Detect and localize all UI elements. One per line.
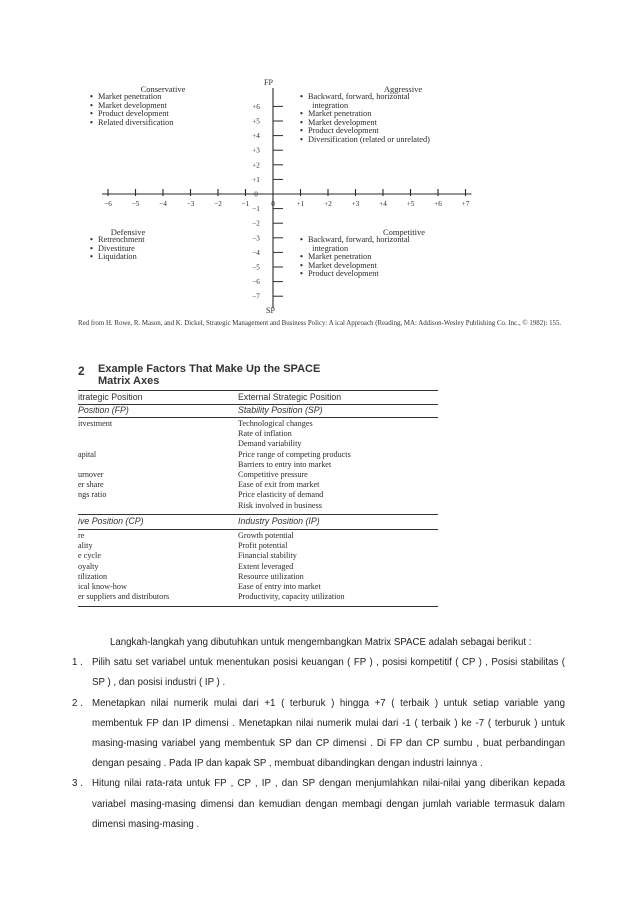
- conservative-list: [90, 93, 173, 127]
- x-tick-label: +4: [379, 200, 387, 208]
- step-text: Pilih satu set variabel untuk menentukan posisi keuangan ( FP ) , posisi kompetitif ( CP ) , Posisi stabilitas ( SP ) , dan posisi industri ( IP ) .: [92, 657, 565, 689]
- table-title: [98, 364, 418, 387]
- table-row: Growth potential: [238, 531, 294, 540]
- y-tick-label: −5: [252, 263, 260, 272]
- table-row: ical know-how: [78, 582, 127, 592]
- list-item: • Related diversification: [90, 117, 174, 127]
- x-tick-label: +5: [406, 200, 415, 208]
- y-tick-label: −1: [252, 205, 260, 214]
- table-row: urnover: [78, 470, 104, 480]
- x-tick-label: +2: [324, 200, 332, 208]
- table-row: apital: [78, 449, 97, 459]
- cp-header: ive Position (CP): [78, 516, 144, 526]
- list-item: [72, 653, 565, 693]
- y-tick-label: −4: [252, 248, 260, 257]
- list-item: • Product development: [90, 109, 169, 119]
- step-number: 2 .: [72, 697, 83, 709]
- list-item: • Market penetration: [90, 92, 162, 101]
- ip-header: Industry Position (IP): [238, 516, 320, 526]
- table-row: Resource utilization: [238, 571, 304, 581]
- y-tick-label: +2: [252, 161, 260, 170]
- x-tick-label: −5: [131, 200, 140, 208]
- figure-source-note: Red from H. Rowe, R. Mason, and K. Dickel, Strategic Management and Business Policy: A ical Approach (Reading, MA: Addison-Wesley Publishing Co. Inc., © 1982): 155.: [78, 320, 562, 327]
- list-item: • Market development: [90, 100, 167, 110]
- list-item: • Backward, forward, horizontal: [300, 235, 410, 244]
- table-row: Risk involved in business: [238, 500, 322, 510]
- table-number: 2: [78, 364, 85, 378]
- table-row: re: [78, 531, 85, 540]
- intro-paragraph: Langkah-langkah yang dibutuhkan untuk mengembangkan Matrix SPACE adalah sebagai berikut :: [110, 637, 532, 648]
- x-tick-label: +3: [351, 200, 360, 208]
- cp-rows: [78, 531, 169, 602]
- y-tick-label: −3: [252, 234, 260, 243]
- table-row: Rate of inflation: [238, 429, 292, 439]
- table-rule: [78, 417, 438, 418]
- table-row: itvestment: [78, 419, 113, 428]
- aggressive-list: [300, 93, 430, 145]
- list-item: [72, 694, 565, 775]
- table-row: Ease of exit from market: [238, 480, 320, 490]
- sp-header: Stability Position (SP): [238, 405, 323, 415]
- table-title-line: Example Factors That Make Up the SPACE: [98, 363, 321, 375]
- table-title-line: Matrix Axes: [98, 374, 160, 387]
- table-row: ngs ratio: [78, 490, 107, 500]
- table-row: Productivity, capacity utilization: [238, 592, 345, 602]
- table-rule: [78, 529, 438, 530]
- competitive-list: [300, 236, 410, 279]
- list-item: • Retrenchment: [90, 235, 145, 244]
- col-left-header: itrategic Position: [78, 392, 143, 402]
- body-text: [72, 633, 565, 835]
- list-item: • Diversification (related or unrelated): [300, 134, 430, 144]
- table-rule: [78, 390, 438, 391]
- space-factors-table: [78, 364, 438, 612]
- y-tick-label: +1: [252, 175, 260, 184]
- x-tick-label: −2: [214, 200, 222, 208]
- step-text: Menetapkan nilai numerik mulai dari +1 ( terburuk ) hingga +7 ( terbaik ) untuk setiap variable yang membentuk FP dan IP dimensi . Menetapkan nilai numerik mulai dari -1 ( terbaik ) ke -7 ( terburuk ) untuk masing-masing variabel yang membentuk SP dan CP dimensi . Di FP dan CP sumbu , buat perbandingan dengan pesaing . Pada IP dan kapak SP , membuat dibandingkan dengan industri lainnya .: [92, 697, 565, 770]
- step-number: 1 .: [72, 657, 83, 669]
- list-item: • Market penetration: [300, 252, 372, 262]
- y-tick-label: +3: [252, 146, 260, 155]
- y-tick-label: +5: [252, 117, 260, 126]
- steps-list: [72, 653, 565, 835]
- fp-axis-label: FP: [264, 78, 273, 87]
- table-row: Price elasticity of demand: [238, 490, 324, 500]
- col-right-header: External Strategic Position: [238, 392, 342, 402]
- y-tick-label: −7: [252, 292, 260, 301]
- y-tick-label: +6: [252, 102, 260, 111]
- table-row: Price range of competing products: [238, 449, 351, 459]
- defensive-title: Defensive: [110, 227, 146, 237]
- table-row: ality: [78, 541, 93, 551]
- sp-axis-label: SP: [266, 306, 275, 315]
- table-row: oyalty: [78, 561, 99, 571]
- step-text: Hitung nilai rata-rata untuk FP , CP , IP , dan SP dengan menjumlahkan nilai-nilai yang diberikan kepada variabel masing-masing dimensi dan kemudian dengan membagi dengan jumlah variable termasuk dalam dimensi masing-masing .: [92, 778, 565, 830]
- competitive-title: Competitive: [382, 227, 426, 237]
- defensive-list: [90, 236, 145, 262]
- list-item: integration: [312, 100, 349, 110]
- list-item: • Market development: [300, 117, 377, 127]
- list-item: • Market development: [300, 260, 377, 270]
- table-row: er share: [78, 480, 104, 490]
- y-tick-label: −2: [252, 219, 260, 228]
- list-item: • Market penetration: [300, 109, 372, 119]
- list-item: • Divestiture: [90, 243, 135, 253]
- y-tick-label: 0: [254, 190, 258, 199]
- sp-rows: [238, 419, 351, 511]
- table-row: er suppliers and distributors: [78, 592, 170, 602]
- table-row: Financial stability: [238, 551, 297, 561]
- table-row: Competitive pressure: [238, 470, 308, 480]
- y-tick-label: +4: [252, 132, 260, 141]
- table-row: Extent leveraged: [238, 561, 294, 571]
- aggressive-title: Aggressive: [383, 84, 423, 94]
- x-tick-label: −1: [241, 200, 250, 208]
- y-tick-label: −6: [252, 278, 260, 287]
- list-item: • Liquidation: [90, 252, 137, 262]
- table-row: Barriers to entry into market: [238, 459, 332, 469]
- fp-rows: [78, 419, 112, 501]
- list-item: [72, 774, 565, 835]
- table-rule: [78, 606, 438, 607]
- table-row: [78, 429, 112, 439]
- conservative-title: Conservative: [140, 84, 186, 94]
- table-row: [78, 439, 112, 449]
- x-tick-label: +1: [296, 200, 305, 208]
- list-item: integration: [312, 243, 349, 253]
- table-row: Ease of entry into market: [238, 582, 321, 592]
- table-row: tilization: [78, 571, 108, 581]
- x-tick-label: +6: [434, 200, 442, 208]
- list-item: • Product development: [300, 269, 379, 279]
- x-tick-label: −6: [104, 200, 112, 208]
- table-row: Demand variability: [238, 439, 302, 449]
- table-row: Profit potential: [238, 541, 288, 551]
- x-tick-label: −3: [186, 200, 195, 208]
- table-row: e cycle: [78, 551, 101, 561]
- ip-rows: [238, 531, 345, 602]
- list-item: • Backward, forward, horizontal: [300, 92, 410, 101]
- list-item: • Product development: [300, 126, 379, 136]
- step-number: 3 .: [72, 778, 83, 790]
- table-row: [78, 460, 112, 470]
- x-tick-label: −4: [159, 200, 167, 208]
- fp-header: Position (FP): [78, 405, 129, 415]
- table-row: Technological changes: [238, 419, 313, 428]
- space-matrix-figure: [78, 76, 498, 321]
- x-tick-label: +7: [461, 200, 470, 208]
- x-tick-label: 0: [271, 200, 275, 208]
- table-rule: [78, 514, 438, 515]
